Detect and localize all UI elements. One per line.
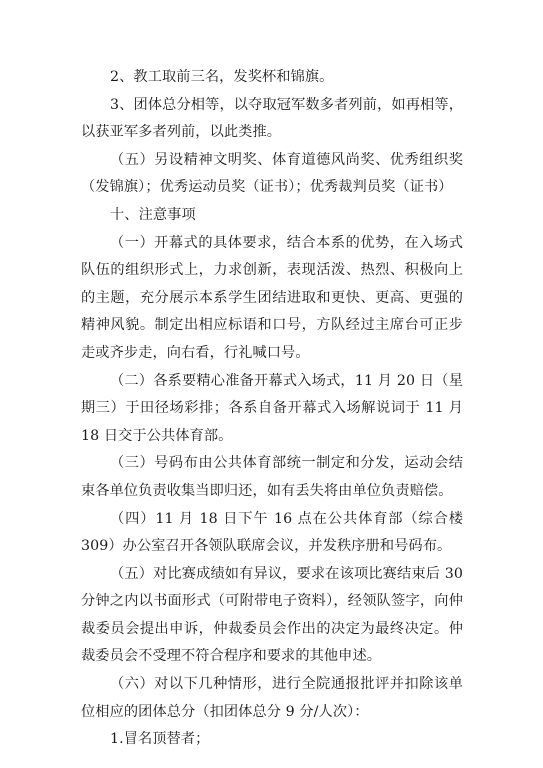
section-heading-notes: 十、注意事项 <box>110 206 196 223</box>
paragraph-appeals: （五）对比赛成绩如有异议，要求在该项比赛结束后 30 分钟之内以书面形式（可附带电子资料），经领队签字，向仲裁委员会提出申诉，仲裁委员会作出的决定为最终决定。仲裁委员会不受理不符合程序和要求的其他申述。 <box>81 565 463 665</box>
paragraph-tie-rule: 3、团体总分相等，以夺取冠军数多者列前，如再相等，以获亚军多者列前，以此类推。 <box>81 96 463 141</box>
paragraph-leaders-meeting: （四）11 月 18 日下午 16 点在公共体育部（综合楼 309）办公室召开各领队联席会议，并发秩序册和号码布。 <box>81 510 463 555</box>
paragraph-extra-awards: （五）另设精神文明奖、体育道德风尚奖、优秀组织奖（发锦旗）；优秀运动员奖（证书）；优秀裁判员奖（证书） <box>81 151 463 196</box>
paragraph-opening-ceremony: （一）开幕式的具体要求，结合本系的优势，在入场式队伍的组织形式上，力求创新，表现活泼、热烈、积极向上的主题，充分展示本系学生团结进取和更快、更高、更强的精神风貌。制定出相应标语和口号，方队经过主席台可正步走或齐步走，向右看，行礼喊口号。 <box>81 234 463 361</box>
paragraph-rehearsal: （二）各系要精心准备开幕式入场式，11 月 20 日（星期三）于田径场彩排；各系自备开幕式入场解说词于 11 月 18 日交于公共体育部。 <box>81 372 463 444</box>
paragraph-number-bibs: （三）号码布由公共体育部统一制定和分发，运动会结束各单位负责收集当即归还，如有丢失将由单位负责赔偿。 <box>81 455 463 499</box>
paragraph-penalties: （六）对以下几种情形，进行全院通报批评并扣除该单位相应的团体总分（扣团体总分 9 分/人次）： <box>81 676 463 720</box>
document-body <box>81 64 463 754</box>
paragraph-impersonation: 1.冒名顶替者； <box>110 731 210 748</box>
paragraph-award-staff: 2、教工取前三名，发奖杯和锦旗。 <box>110 69 334 85</box>
